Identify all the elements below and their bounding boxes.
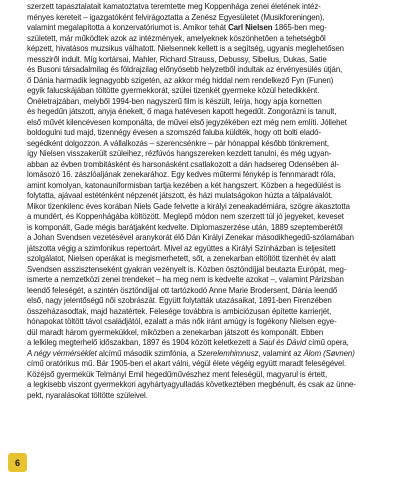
text-segment: folytatta, ajávaal estéténként népzenét játszott, és házi mulatságokon húzta a tálpalávalót. bbox=[27, 191, 333, 200]
text-segment: alcímű második szimfónia, a bbox=[96, 348, 198, 358]
text-segment: segédként dolgozzon. A vállalkozás – szerencsénkre – pár hónappal később tönkrement, bbox=[27, 138, 329, 148]
text-segment: című oratórikus mű. Bár 1905-ben el akart válni, végül élete végéig együtt maradt feleségével. bbox=[27, 359, 347, 368]
text-segment: és hegedűn játszott, anyja énekelt, ő maga hatévesen kapott hegedűt. Zongorázni is tanult, bbox=[27, 107, 337, 116]
text-line bbox=[27, 107, 387, 118]
text-segment: egyik falucskájában töltötte gyermekkorát, szülei tizenkét gyermeke közül hetedikként. bbox=[27, 86, 320, 95]
text-segment: szerzett tapasztalatait kamatoztatva teremtette meg Koppenhága zenei életének intéz- bbox=[27, 2, 321, 11]
text-line bbox=[27, 181, 387, 192]
text-segment: messziről indult. Míg kortársai, Mahler, Richard Strauss, Debussy, Sibelius, Dukas, Satie bbox=[27, 54, 327, 64]
text-line bbox=[27, 13, 387, 24]
text-line bbox=[27, 2, 387, 13]
text-segment: abban az évben trombitásként és harsonásként csatlakozott a dán hadsereg Odensében ál- bbox=[27, 159, 339, 169]
text-segment: hónapokat töltött távol családjától, ezalatt a más nők iránt amúgy is fogékony Nielsen egye- bbox=[27, 317, 337, 326]
italic-title: Saul és Dávid bbox=[258, 338, 307, 347]
text-segment: 1865-ben meg- bbox=[272, 23, 327, 32]
text-line bbox=[27, 286, 387, 297]
text-segment: leendő feleségét, a szintén ösztöndíjjal ott tartózkodó Anne Marie Brodersent, Dánia leendő bbox=[27, 285, 338, 295]
text-segment: dül maradt három gyermekükkel, miközben a zenekarban játszott és komponált. Ebben bbox=[27, 327, 324, 337]
italic-title: Szerelemhimnusz bbox=[197, 348, 259, 358]
text-segment: boldogulni tud majd, tizennégy évesen a szomszéd faluba küldték, hogy ott bolti eladó- bbox=[27, 128, 321, 137]
text-line bbox=[27, 338, 387, 349]
text-line bbox=[27, 55, 387, 66]
text-segment: valamint megalapította a konzervatóriumot is. Amikor tehát bbox=[27, 23, 229, 32]
text-segment: született, már működtek azok az intézmények, amelyeknek köszönhetően a tehetségből bbox=[27, 33, 326, 43]
text-line bbox=[27, 254, 387, 265]
text-line bbox=[27, 76, 387, 87]
text-line bbox=[27, 307, 387, 318]
text-line bbox=[27, 244, 387, 255]
text-line bbox=[27, 65, 387, 76]
text-line bbox=[27, 191, 387, 202]
text-segment: ismerte a nemzetközi zenei trendeket – ha meg nem is kedvelte azokat –, valamint Párizsban bbox=[27, 275, 344, 284]
text-line bbox=[27, 44, 387, 55]
text-segment: összeházasodtak, majd hazatértek. Felesége továbbra is ambiciózusan építette karrierjét, bbox=[27, 306, 332, 316]
text-segment: képzett, hivatásos muzsikus válhatott. Nielsennek kellett is a segítség, ugyanis meglehetősen bbox=[27, 44, 344, 53]
text-line bbox=[27, 275, 387, 286]
text-segment: , valamint az bbox=[258, 348, 304, 358]
text-line bbox=[27, 212, 387, 223]
text-line bbox=[27, 34, 387, 45]
text-line bbox=[27, 139, 387, 150]
text-segment: Mikor tizenkilenc éves korában Niels Gade felvette a királyi zeneakadémiára, szögre akasztotta bbox=[27, 201, 350, 211]
italic-title: Álom (Søvnen) bbox=[303, 348, 355, 358]
text-line bbox=[27, 149, 387, 160]
bold-name: Carl Nielsen bbox=[228, 23, 273, 32]
text-line bbox=[27, 97, 387, 108]
text-segment: amint komolyan, katonauniformisban tartja kezében a két hangszert. Közben a hegedülést is bbox=[27, 180, 341, 190]
text-line bbox=[27, 160, 387, 171]
text-segment: ő Dánia harmadik legnagyobb szigetén, az akkor még hiddal nem rendelkező Fyn (Funen) bbox=[27, 75, 334, 85]
text-segment: első, nagy jelentőségű női szobrászát. Együtt folytatták utazásaikat, 1891-ben Firenzében bbox=[27, 296, 332, 305]
text-segment: a lelkileg megterhelő időszakban, 1897 és 1904 között keletkezett a bbox=[27, 338, 259, 347]
text-line bbox=[27, 23, 387, 34]
text-segment: Közéjső gyermekük Telmányi Emil hegedűművészhez ment feleségül, magyarul is értett, bbox=[27, 369, 328, 379]
text-segment: a legkisebb viszont gyermekkori agyhártyagyulladás következtében megbénult, és csak az ünne- bbox=[27, 380, 356, 389]
text-segment: szolgálatot, Nielsen operákat is megismerhetett, sőt, a zenekarban eltöltött tizenhét év alatt bbox=[27, 254, 336, 263]
text-line bbox=[27, 265, 387, 276]
text-line bbox=[27, 86, 387, 97]
text-line bbox=[27, 296, 387, 307]
text-segment: és Busoni társadalmilag és földrajzilag előnyösebb helyzetből indultak az érvényesülés útján, bbox=[27, 65, 343, 74]
text-line bbox=[27, 380, 387, 391]
text-segment: így Nielsen visszakerült szüleihez, rézfúvós hangszereken kezdett tanulni, és még ugyan- bbox=[27, 149, 332, 158]
text-segment: Önéletrajzában, melyből 1994-ben nagyszerű film is készült, leírja, hogy apja kornetten bbox=[27, 96, 322, 106]
text-line bbox=[27, 317, 387, 328]
text-segment: lomásozó 16. zászlóaljának zenekarához. Egy kedves műtermi fénykép is fennmaradt róla, bbox=[27, 170, 336, 179]
text-line bbox=[27, 370, 387, 381]
text-segment: első művét kilencévesen komponálta, de művei első jegyzékében ezt még nem említi. Jóllehet bbox=[27, 117, 347, 127]
text-segment: ményes kereteit – igazgatóként felvirágoztatta a Zenész Egyesületet (Musikforeningen), bbox=[27, 12, 325, 22]
text-line bbox=[27, 170, 387, 181]
text-line bbox=[27, 128, 387, 139]
page-number: 6 bbox=[8, 453, 27, 472]
body-text bbox=[27, 2, 387, 401]
text-segment: is komponált, Gade mégis barátjaként kedvelte. Diplomaszerzése után, 1889 szeptemberétől bbox=[27, 222, 343, 232]
text-segment: című opera, bbox=[306, 338, 349, 347]
text-line bbox=[27, 202, 387, 213]
text-line bbox=[27, 359, 387, 370]
text-line bbox=[27, 233, 387, 244]
text-line bbox=[27, 118, 387, 129]
text-line bbox=[27, 349, 387, 360]
text-segment: pekt, nyaralásokat töltötte szüleivel. bbox=[27, 390, 148, 400]
text-line bbox=[27, 223, 387, 234]
text-segment: a Johan Svendsen vezetésével aranykorát élő Dán Királyi Zenekar másodikhegedű-szólamában bbox=[27, 233, 354, 242]
italic-title: A négy vérmérséklet bbox=[27, 348, 97, 358]
text-line bbox=[27, 391, 387, 402]
text-segment: játszotta végig a szimfonikus repertoárt. Mivel az együttes a Királyi Színházban is teljesített bbox=[27, 243, 336, 253]
text-segment: Svendsen asszisztenseként gyakran vezényelt is. Közben ösztöndíjjal beutazta Európát, meg- bbox=[27, 264, 347, 274]
text-segment: a mundért, és Koppenhágába költözött. Meglepő módon nem szerzett túl jó jegyeket, keveset bbox=[27, 212, 344, 221]
text-line bbox=[27, 328, 387, 339]
